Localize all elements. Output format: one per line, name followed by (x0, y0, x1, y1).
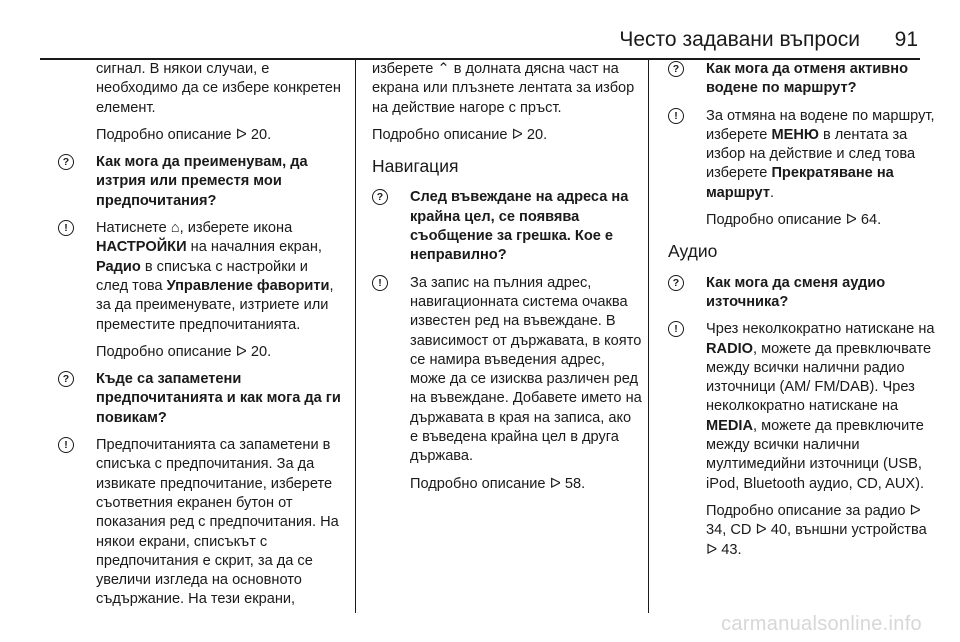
question-block (668, 274, 938, 313)
question-block (58, 370, 344, 428)
continued-text: изберете ⌃ в долната дясна част на екрана или плъзнете лентата за избор на действие нагоре с пръст. (372, 61, 635, 116)
column-1 (58, 60, 344, 618)
question-block (668, 60, 938, 99)
reference: Подробно описание за радио ᐅ 34, CD ᐅ 40, външни устройства ᐅ 43. (706, 502, 927, 558)
watermark: carmanualsonline.info (721, 613, 922, 635)
exclamation-circle-icon: ! (372, 275, 388, 291)
question-circle-icon: ? (58, 371, 74, 387)
question-circle-icon: ? (58, 154, 74, 170)
answer-block (668, 107, 938, 203)
section-heading-navigation: Навигация (372, 156, 459, 177)
reference: Подробно описание ᐅ 20. (96, 343, 272, 360)
column-2 (372, 60, 642, 502)
reference: Подробно описание ᐅ 20. (372, 126, 548, 143)
answer-block (372, 274, 642, 467)
reference: Подробно описание ᐅ 64. (706, 212, 882, 229)
question-text: Къде са запаметени предпочитанията и как мога да ги повикам? (96, 371, 341, 426)
question-block (372, 188, 642, 265)
answer-block (58, 436, 344, 610)
page-number: 91 (894, 28, 918, 51)
column-3 (668, 60, 938, 568)
continued-text: сигнал. В някои случаи, е необходимо да се избере конкретен елемент. (96, 61, 341, 116)
question-text: Как мога да сменя аудио източника? (706, 274, 886, 310)
answer-block (58, 219, 344, 335)
question-text: След въвеждане на адреса на крайна цел, се появява съобщение за грешка. Кое е неправилно? (410, 189, 629, 264)
exclamation-circle-icon: ! (668, 321, 684, 337)
reference: Подробно описание ᐅ 20. (96, 126, 272, 143)
question-block (58, 153, 344, 211)
column-divider-2 (648, 60, 649, 613)
answer-text: Натиснете ⌂, изберете икона НАСТРОЙКИ на началния екран, Радио в списъка с настройки и след това Управление фаворити, за да преименувате, изтриете или преместите предпочитанията. (96, 220, 334, 333)
exclamation-circle-icon: ! (58, 437, 74, 453)
section-heading-audio: Аудио (668, 241, 718, 262)
question-circle-icon: ? (668, 275, 684, 291)
question-circle-icon: ? (372, 189, 388, 205)
answer-text: За отмяна на водене по маршрут, изберете МЕНЮ в лентата за избор на действие и след това изберете Прекратяване на маршрут. (706, 107, 935, 201)
question-text: Как мога да отменя активно водене по маршрут? (706, 61, 908, 97)
answer-text: За запис на пълния адрес, навигационната система очаква известен ред на въвеждане. В зависимост от държавата, в която се намира въведения адрес, може да се изисква различен ред на въвеждане. Добавете името на държавата в края на записа, ако е въведена крайна цел в друга държава. (410, 274, 642, 465)
question-circle-icon: ? (668, 61, 684, 77)
column-divider-1 (355, 60, 356, 613)
question-text: Как мога да преименувам, да изтрия или преместя мои предпочитания? (96, 154, 308, 209)
exclamation-circle-icon: ! (668, 108, 684, 124)
exclamation-circle-icon: ! (58, 220, 74, 236)
answer-text: Предпочитанията са запаметени в списъка с предпочитания. За да извикате предпочитание, изберете съответния екранен бутон от показания ред с предпочитания. На някои екрани, списъкът с предпочитания е скрит, за да се увеличи изгледа на основното съдържание. На тези екрани, (96, 437, 339, 608)
reference: Подробно описание ᐅ 58. (410, 475, 586, 492)
answer-text: Чрез неколкократно натискане на RADIO, можете да превключвате между всички налични радио източници (AM/ FM/DAB). Чрез неколкократно натискане на MEDIA, можете да превключите между всички налични мултимедийни източници (USB, iPod, Bluetooth аудио, CD, AUX). (706, 321, 935, 492)
page-header (40, 24, 920, 60)
answer-block (668, 320, 938, 494)
page-title: Често задавани въпроси (619, 28, 860, 51)
